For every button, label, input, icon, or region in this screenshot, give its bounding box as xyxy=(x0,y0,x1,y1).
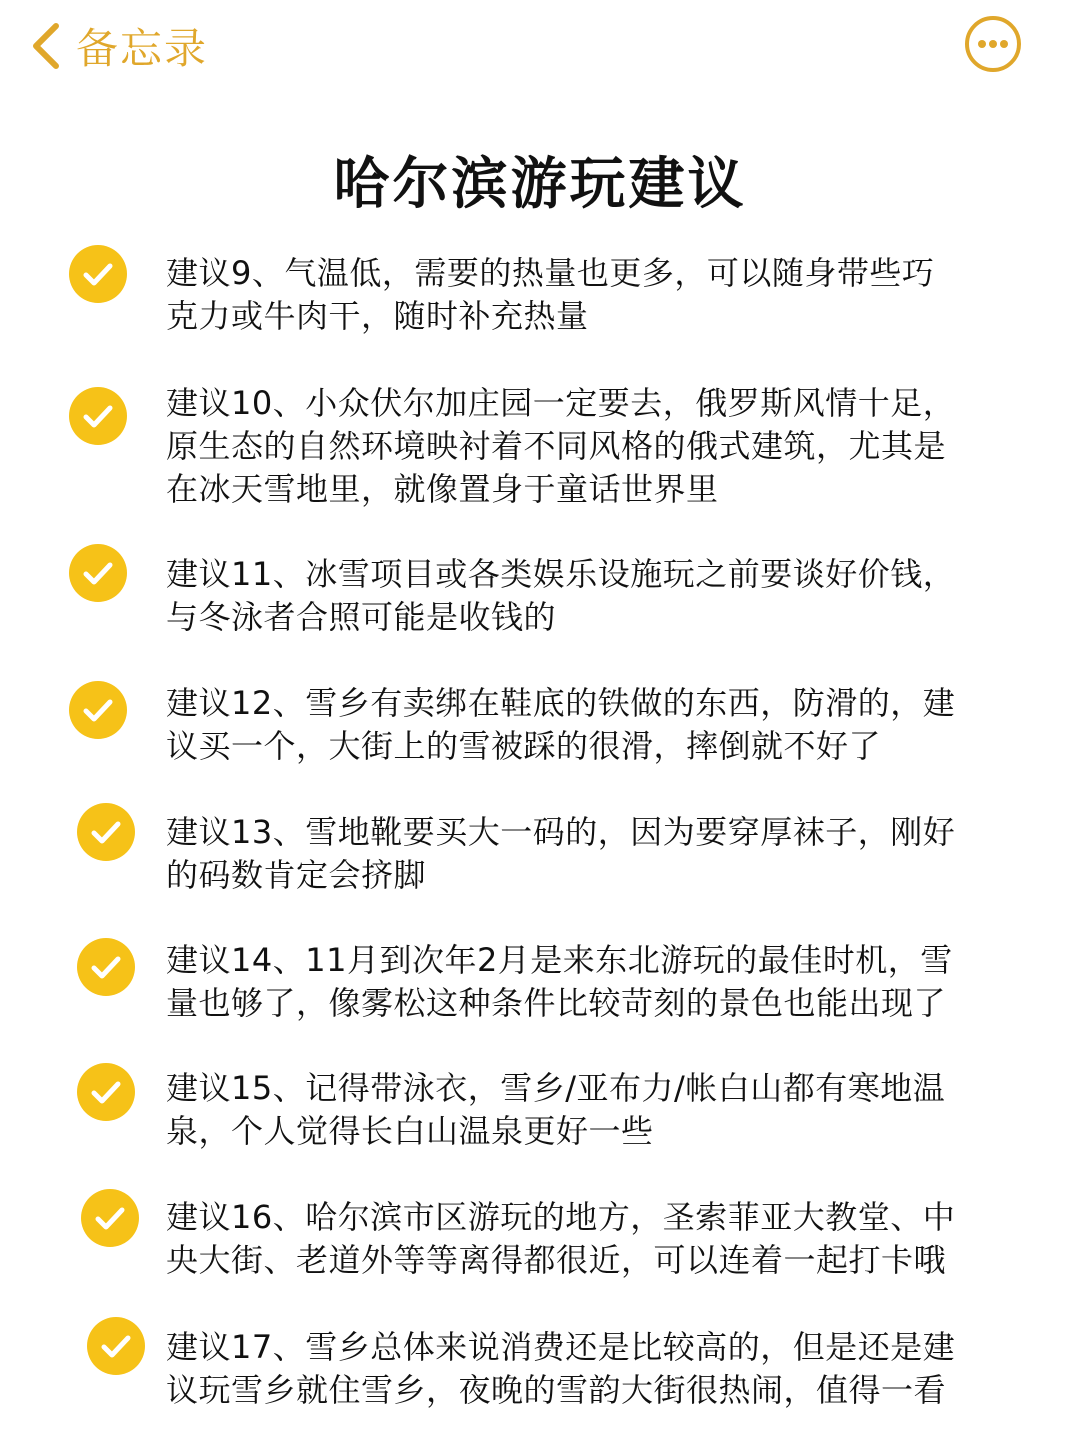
page-title: 哈尔滨游玩建议 xyxy=(333,152,747,217)
checkmark-icon xyxy=(68,680,128,740)
tip-text: 建议13、雪地靴要买大一码的，因为要穿厚袜子，刚好 的码数肯定会挤脚 xyxy=(166,813,956,894)
checkmark-icon xyxy=(86,1316,146,1376)
checkmark-icon xyxy=(76,802,136,862)
checkmark-icon xyxy=(76,1062,136,1122)
tip-text: 建议9、气温低，需要的热量也更多，可以随身带些巧 克力或牛肉干，随时补充热量 xyxy=(166,254,935,335)
checkmark-icon xyxy=(68,244,128,304)
tip-text: 建议11、冰雪项目或各类娱乐设施玩之前要谈好价钱， 与冬泳者合照可能是收钱的 xyxy=(166,555,956,636)
checkmark-icon xyxy=(68,386,128,446)
tip-text: 建议10、小众伏尔加庄园一定要去，俄罗斯风情十足， 原生态的自然环境映衬着不同风格的俄式建筑，尤其是 在冰天雪地里，就像置身于童话世界里 xyxy=(166,384,956,508)
tip-text: 建议12、雪乡有卖绑在鞋底的铁做的东西，防滑的，建 议买一个，大街上的雪被踩的很滑，摔倒就不好了 xyxy=(166,684,956,765)
tip-text: 建议17、雪乡总体来说消费还是比较高的，但是还是建 议玩雪乡就住雪乡，夜晚的雪韵大街很热闹，值得一看 xyxy=(166,1328,956,1409)
checkmark-icon xyxy=(76,937,136,997)
tip-text: 建议16、哈尔滨市区游玩的地方，圣索菲亚大教堂、中 央大街、老道外等等离得都很近，可以连着一起打卡哦 xyxy=(166,1198,956,1279)
tip-text: 建议14、11月到次年2月是来东北游玩的最佳时机，雪 量也够了，像雾松这种条件比较苛刻的景色也能出现了 xyxy=(166,941,953,1022)
checkmark-icon xyxy=(80,1188,140,1248)
tip-text: 建议15、记得带泳衣，雪乡/亚布力/帐白山都有寒地温 泉，个人觉得长白山温泉更好一些 xyxy=(166,1069,946,1150)
checkmark-icon xyxy=(68,543,128,603)
back-label: 备忘录 xyxy=(76,24,209,73)
